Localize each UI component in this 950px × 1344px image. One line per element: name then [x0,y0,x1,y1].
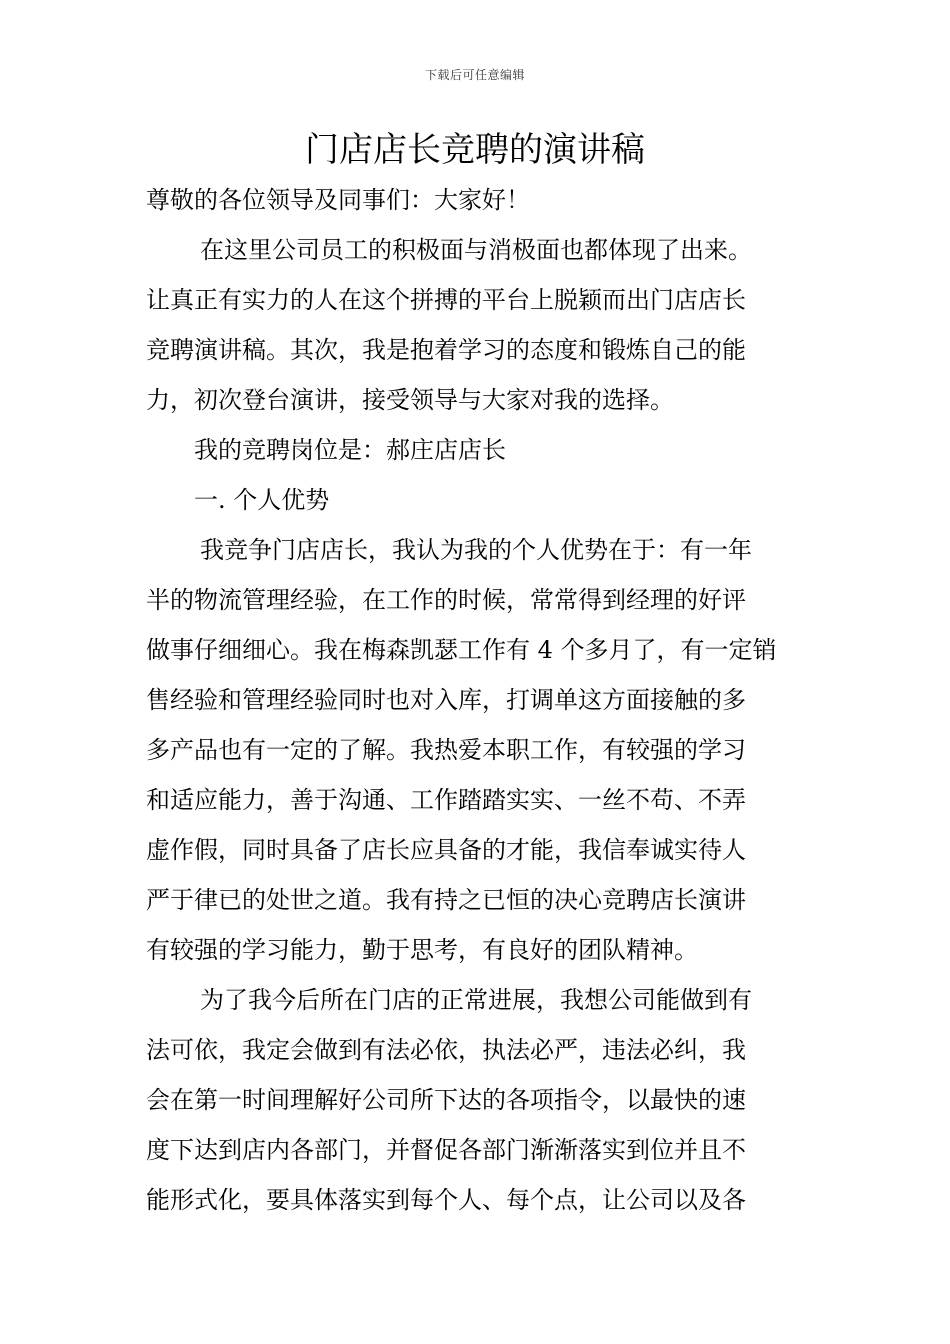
paragraph-line: 和适应能力，善于沟通、工作踏踏实实、一丝不苟、不弄 [146,786,746,814]
paragraph-line: 会在第一时间理解好公司所下达的各项指令，以最快的速 [146,1086,746,1114]
salutation-line: 尊敬的各位领导及同事们：大家好！ [146,186,530,214]
paragraph-line: 在这里公司员工的积极面与消极面也都体现了出来。 [200,236,752,264]
section-heading: 一. 个人优势 [194,486,330,514]
paragraph-line: 能形式化，要具体落实到每个人、每个点，让公司以及各 [146,1186,746,1214]
header-note: 下载后可任意编辑 [424,68,525,82]
paragraph-line: 力，初次登台演讲，接受领导与大家对我的选择。 [146,386,674,414]
paragraph-line: 度下达到店内各部门，并督促各部门渐渐落实到位并且不 [146,1136,746,1164]
document-body [146,175,810,1225]
paragraph-line: 让真正有实力的人在这个拼搏的平台上脱颖而出门店店长 [146,286,746,314]
paragraph-line: 做事仔细细心。我在梅森凯瑟工作有 4 个多月了，有一定销 [146,636,777,664]
paragraph-line: 多产品也有一定的了解。我热爱本职工作，有较强的学习 [146,736,746,764]
paragraph-line: 有较强的学习能力，勤于思考，有良好的团队精神。 [146,936,698,964]
document-title: 门店店长竞聘的演讲稿 [305,130,645,170]
paragraph-line: 严于律已的处世之道。我有持之已恒的决心竞聘店长演讲 [146,886,746,914]
paragraph-line: 半的物流管理经验，在工作的时候，常常得到经理的好评 [146,586,746,614]
paragraph-line: 售经验和管理经验同时也对入库，打调单这方面接触的多 [146,686,746,714]
paragraph-line: 我竞争门店店长，我认为我的个人优势在于：有一年 [200,536,752,564]
paragraph-line: 为了我今后所在门店的正常进展，我想公司能做到有 [200,986,752,1014]
paragraph-line: 法可依，我定会做到有法必依，执法必严，违法必纠，我 [146,1036,746,1064]
position-line: 我的竞聘岗位是：郝庄店店长 [194,436,506,464]
paragraph-line: 虚作假，同时具备了店长应具备的才能，我信奉诚实待人 [146,836,746,864]
paragraph-line: 竞聘演讲稿。其次，我是抱着学习的态度和锻炼自己的能 [146,336,746,364]
